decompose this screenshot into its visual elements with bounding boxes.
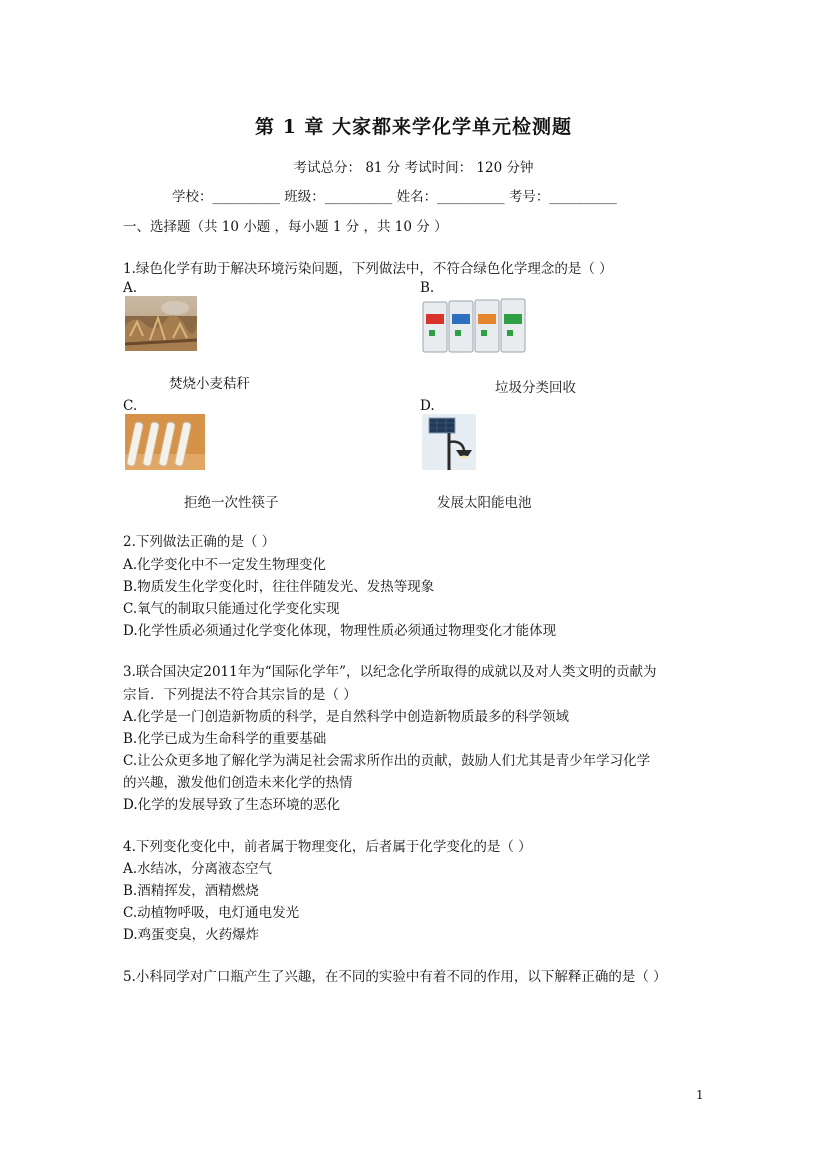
option-letter-d: D. [420,398,435,414]
page-title: 第 1 章 大家都来学化学单元检测题 [254,116,573,138]
option-letter-c: C. [123,398,138,414]
section-heading: 一、选择题（共 10 小题 ，每小题 1 分 ，共 10 分 ） [123,219,448,235]
option-caption-a: 焚烧小麦秸秆 [169,376,250,392]
question-4-option-b: B.酒精挥发，酒精燃烧 [123,883,259,899]
info-fields: 学校：__________ 班级：__________ 姓名：__________ 考号：__________ [172,189,617,205]
question-3-option-a: A.化学是一门创造新物质的科学，是自然科学中创造新物质最多的科学领域 [123,709,570,725]
question-2-option-b: B.物质发生化学变化时，往往伴随发光、发热等现象 [123,579,435,595]
page-number: 1 [696,1088,704,1102]
burning-straw-image [125,296,197,351]
question-5-stem: 5.小科同学对广口瓶产生了兴趣，在不同的实验中有着不同的作用，以下解释正确的是（ ） [123,969,667,985]
question-3-option-d: D.化学的发展导致了生态环境的恶化 [123,797,341,813]
question-3-option-b: B.化学已成为生命科学的重要基础 [123,731,327,747]
option-letter-a: A. [123,280,138,296]
question-4-option-a: A.水结冰，分离液态空气 [123,861,273,877]
option-caption-c: 拒绝一次性筷子 [184,495,279,511]
recycling-bins-image [421,296,531,356]
question-4-option-c: C.动植物呼吸，电灯通电发光 [123,905,300,921]
question-3-option-c-cont: 的兴趣，激发他们创造未来化学的热情 [123,775,353,791]
question-3-option-c: C.让公众更多地了解化学为满足社会需求所作出的贡献，鼓励人们尤其是青少年学习化学 [123,753,651,769]
option-caption-d: 发展太阳能电池 [437,495,532,511]
option-letter-b: B. [420,280,435,296]
question-2-stem: 2.下列做法正确的是（ ） [123,534,276,550]
question-2-option-a: A.化学变化中不一定发生物理变化 [123,557,327,573]
question-3-stem-line-1: 3.联合国决定2011年为“国际化学年”，以纪念化学所取得的成就以及对人类文明的贡献为 [123,664,657,680]
question-1-stem: 1.绿色化学有助于解决环境污染问题，下列做法中，不符合绿色化学理念的是（ ） [123,261,613,277]
question-4-stem: 4.下列变化变化中，前者属于物理变化，后者属于化学变化的是（ ） [123,839,532,855]
option-caption-b: 垃圾分类回收 [495,380,576,396]
question-2-option-d: D.化学性质必须通过化学变化体现，物理性质必须通过物理变化才能体现 [123,623,557,639]
solar-lamp-image [422,414,476,470]
question-2-option-c: C.氧气的制取只能通过化学变化实现 [123,601,340,617]
chopsticks-image [125,414,205,470]
exam-info: 考试总分： 81 分 考试时间： 120 分钟 [293,160,534,176]
question-3-stem-line-2: 宗旨．下列提法不符合其宗旨的是（ ） [123,687,357,703]
question-4-option-d: D.鸡蛋变臭，火药爆炸 [123,927,260,943]
